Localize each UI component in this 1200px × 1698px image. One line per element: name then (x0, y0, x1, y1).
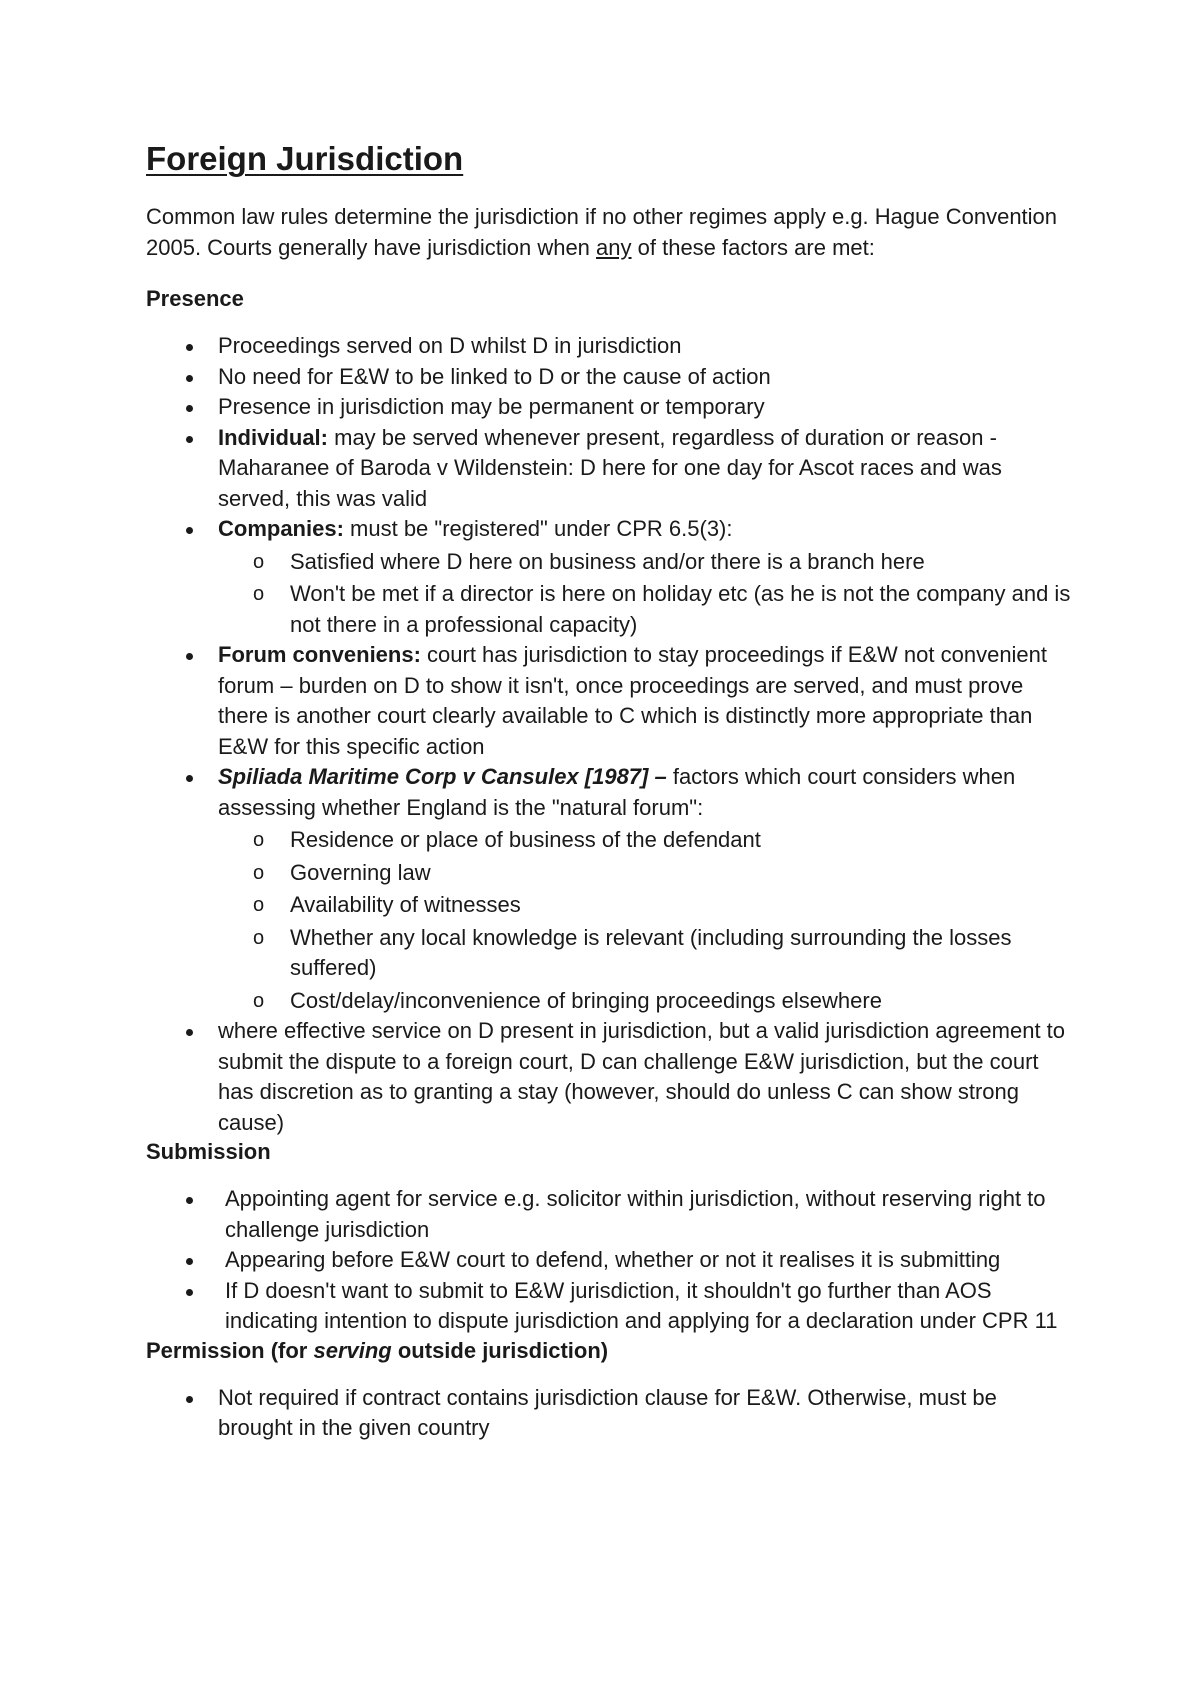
sub-list-item (218, 579, 1076, 640)
submission-list (146, 1184, 1076, 1337)
sub-list-item-text: Won't be met if a director is here on holiday etc (as he is not the company and is not there in a professional capacity) (290, 581, 1071, 637)
sub-bullet-icon: o (253, 583, 265, 605)
list-item (146, 331, 1076, 362)
sub-list-item (218, 890, 1076, 921)
list-item (146, 1383, 1076, 1444)
spiliada-case-name: Spiliada Maritime Corp v Cansulex [1987] – (218, 764, 667, 789)
individual-label: Individual: (218, 424, 328, 450)
sub-list-item-text: Cost/delay/inconvenience of bringing proceedings elsewhere (290, 987, 882, 1013)
spiliada-factors-sublist (218, 825, 1076, 1016)
sub-list-item-text: Residence or place of business of the defendant (290, 827, 761, 852)
list-item (146, 362, 1076, 393)
section-heading-submission: Submission (146, 1139, 271, 1164)
intro-underlined-word: any (596, 234, 632, 260)
permission-heading-after: outside jurisdiction) (391, 1337, 609, 1363)
individual-text: may be served whenever present, regardless of duration or reason - Maharanee of Baroda v Wildenstein: D here for one day for Ascot races and was served, this was valid (218, 424, 1002, 511)
bullet-icon (186, 527, 193, 534)
list-item (146, 1016, 1076, 1138)
sub-list-item (218, 986, 1076, 1017)
list-item (146, 423, 1076, 515)
section-heading-permission (146, 1337, 1076, 1365)
sub-list-item (218, 825, 1076, 856)
intro-text-after: of these factors are met: (631, 234, 875, 260)
permission-list (146, 1383, 1076, 1444)
sub-bullet-icon: o (253, 550, 265, 573)
list-item-text: If D doesn't want to submit to E&W jurisdiction, it shouldn't go further than AOS indicating intention to dispute jurisdiction and applying for a declaration under CPR 11 (225, 1277, 1058, 1333)
bullet-icon (186, 344, 193, 351)
bullet-icon (186, 375, 193, 382)
sub-list-item-text: Satisfied where D here on business and/or there is a branch here (290, 548, 925, 574)
sub-bullet-icon: o (253, 894, 265, 916)
bullet-icon (186, 1396, 193, 1403)
sub-list-item (218, 547, 1076, 578)
list-item-text: No need for E&W to be linked to D or the cause of action (218, 363, 771, 389)
intro-paragraph (146, 202, 1076, 263)
list-item (146, 514, 1076, 640)
spiliada-text: factors which court considers when assessing whether England is the "natural forum": (218, 764, 1016, 820)
document-body (146, 138, 1076, 1444)
list-item-text: Appearing before E&W court to defend, whether or not it realises it is submitting (225, 1247, 1001, 1272)
list-item (146, 392, 1076, 423)
list-item-text: Not required if contract contains jurisdiction clause for E&W. Otherwise, must be brought in the given country (218, 1384, 997, 1440)
forum-conveniens-label: Forum conveniens: (218, 642, 421, 667)
list-item (146, 640, 1076, 762)
permission-heading-before: Permission (for (146, 1337, 314, 1363)
sub-list-item-text: Governing law (290, 859, 431, 885)
sub-list-item-text: Availability of witnesses (290, 892, 521, 917)
bullet-icon (186, 775, 193, 782)
list-item-text: Appointing agent for service e.g. solicitor within jurisdiction, without reserving right to challenge jurisdiction (225, 1186, 1046, 1242)
sub-bullet-icon: o (253, 829, 265, 851)
sub-bullet-icon: o (253, 861, 265, 884)
list-item-text: Presence in jurisdiction may be permanent or temporary (218, 394, 765, 419)
sub-bullet-icon: o (253, 989, 265, 1012)
sub-list-item (218, 858, 1076, 889)
forum-conveniens-text: court has jurisdiction to stay proceedings if E&W not convenient forum – burden on D to show it isn't, once proceedings are served, and must prove there is another court clearly available to C which is distinctly more appropriate than E&W for this specific action (218, 642, 1048, 759)
section-heading-presence: Presence (146, 286, 244, 311)
sub-list-item-text: Whether any local knowledge is relevant (including surrounding the losses suffered) (290, 924, 1012, 980)
intro-text-before: Common law rules determine the jurisdiction if no other regimes apply e.g. Hague Convention 2005. Courts generally have jurisdiction when (146, 204, 1058, 260)
list-item (146, 1184, 1076, 1245)
permission-heading-italic: serving (313, 1337, 392, 1363)
sub-list-item (218, 923, 1076, 984)
list-item-text: Proceedings served on D whilst D in jurisdiction (218, 333, 682, 358)
bullet-icon (186, 1289, 193, 1296)
bullet-icon (186, 436, 193, 443)
companies-label: Companies: (218, 516, 344, 541)
bullet-icon (186, 1197, 193, 1204)
list-item (146, 762, 1076, 1016)
list-item-text: where effective service on D present in jurisdiction, but a valid jurisdiction agreement to submit the dispute to a foreign court, D can challenge E&W jurisdiction, but the court has discretion as to granting a stay (however, should do unless C can show strong cause) (218, 1018, 1066, 1135)
sub-bullet-icon: o (253, 926, 265, 949)
list-item (146, 1276, 1076, 1337)
page-title: Foreign Jurisdiction (146, 140, 464, 177)
bullet-icon (186, 1258, 193, 1265)
companies-text: must be "registered" under CPR 6.5(3): (343, 516, 733, 541)
list-item (146, 1245, 1076, 1276)
companies-sublist (218, 547, 1076, 641)
bullet-icon (186, 1029, 193, 1036)
bullet-icon (186, 405, 193, 412)
bullet-icon (186, 653, 193, 660)
presence-list (146, 331, 1076, 1138)
